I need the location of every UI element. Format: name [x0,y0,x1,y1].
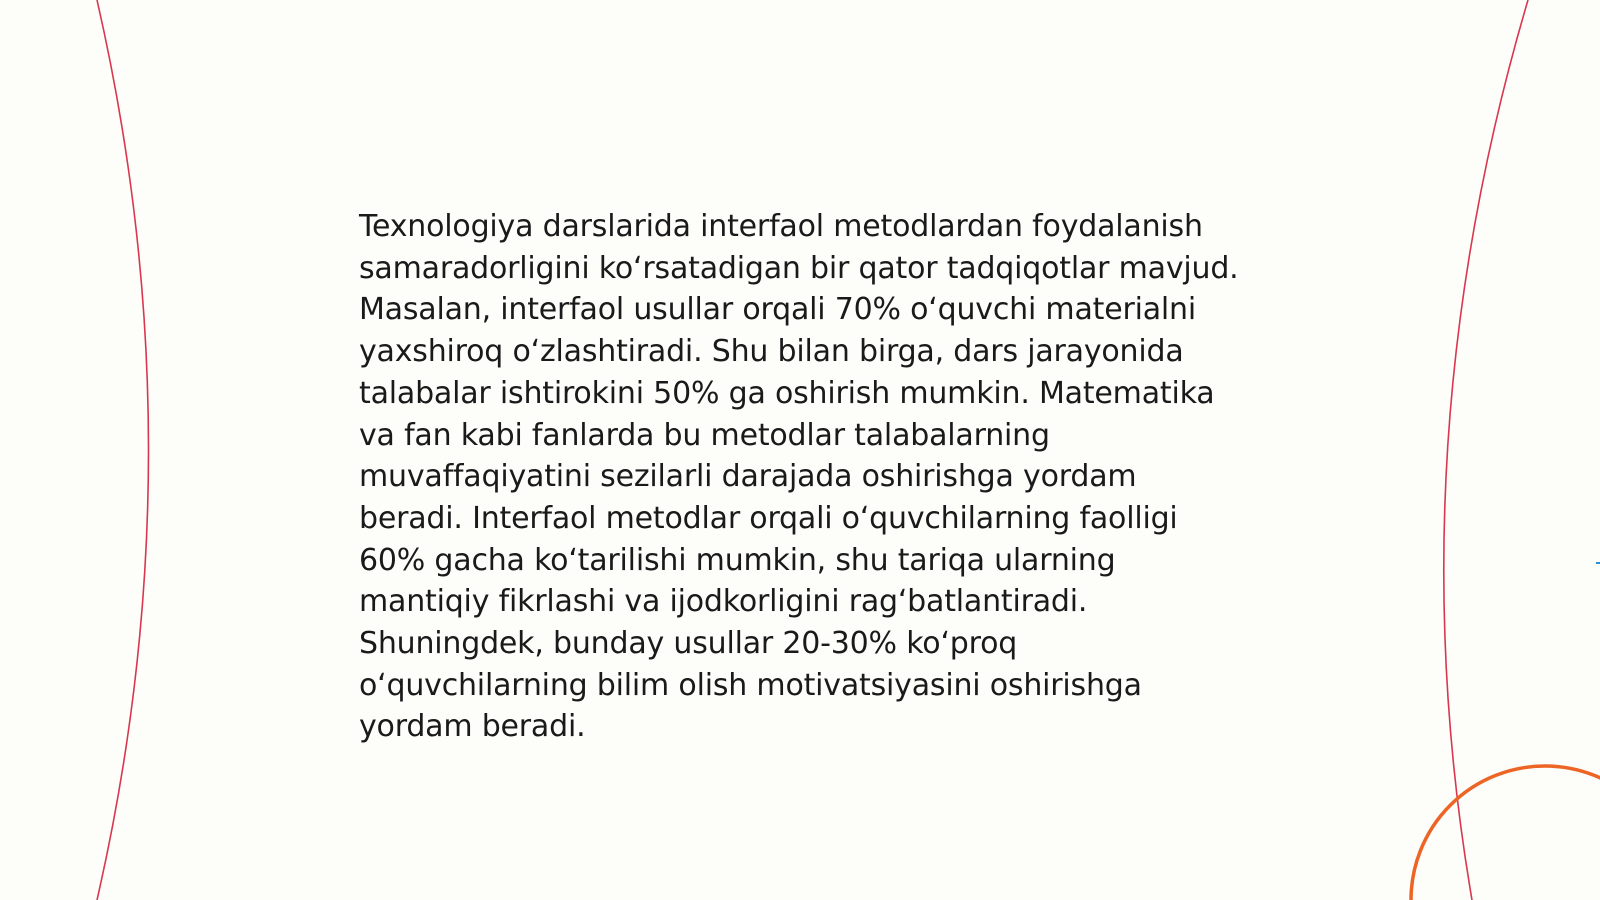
right-curve [1444,0,1528,900]
body-paragraph: Texnologiya darslarida interfaol metodlardan foydalanish samaradorligini ko‘rsatadigan bir qator tadqiqotlar mavjud. Masalan, interfaol usullar orqali 70% o‘quvchi materialni yaxshiroq o‘zlashtiradi. Shu bilan birga, dars jarayonida talabalar ishtirokini 50% ga oshirish mumkin. Matematika va fan kabi fanlarda bu metodlar talabalarning muvaffaqiyatini sezilarli darajada oshirishga yordam beradi. Interfaol metodlar orqali o‘quvchilarning faolligi 60% gacha ko‘tarilishi mumkin, shu tariqa ularning mantiqiy fikrlashi va ijodkorligini rag‘batlantiradi. Shuningdek, bunday usullar 20-30% ko‘proq o‘quvchilarning bilim olish motivatsiyasini oshirishga yordam beradi. [359,209,1239,745]
left-curve [97,0,149,900]
orange-arc [1411,766,1600,900]
